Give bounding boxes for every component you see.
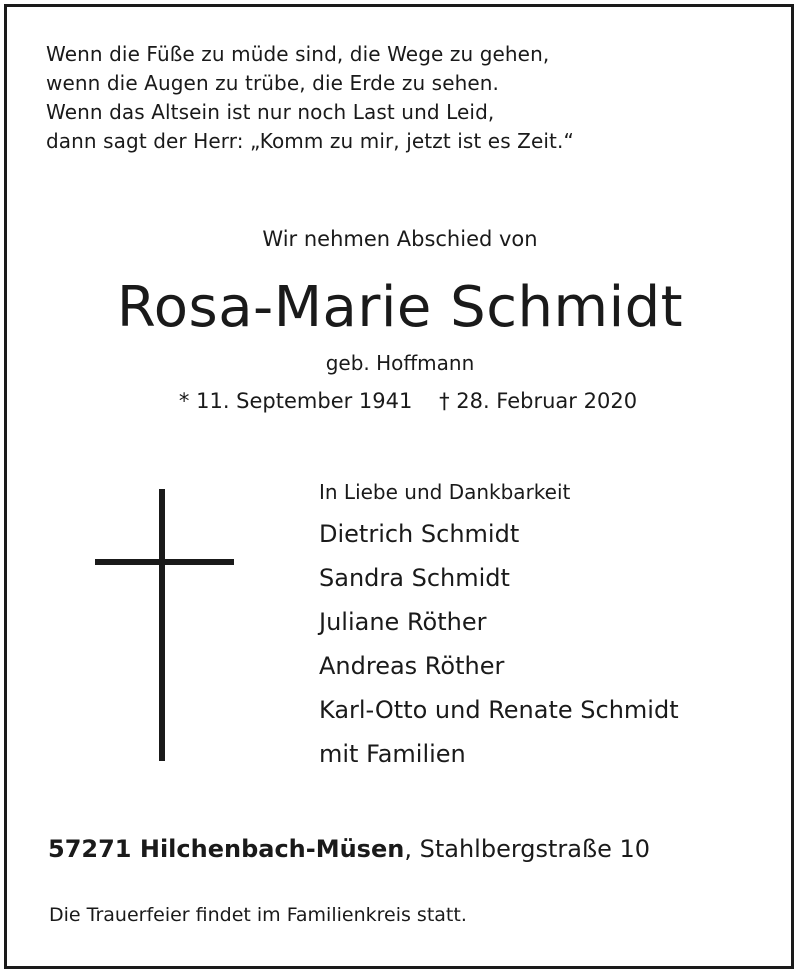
address-separator: ,: [404, 835, 420, 863]
deceased-name: Rosa-Marie Schmidt: [116, 275, 684, 340]
mourner-name: Dietrich Schmidt: [319, 520, 520, 548]
mourners-list: [319, 478, 679, 776]
farewell-intro: Wir nehmen Abschied von: [262, 227, 538, 251]
poem-line: Wenn die Füße zu müde sind, die Wege zu gehen,: [46, 42, 550, 66]
birth-name: geb. Hoffmann: [325, 351, 475, 375]
funeral-note: Die Trauerfeier findet im Familienkreis statt.: [49, 904, 467, 926]
life-dates: * 11. September 1941 † 28. Februar 2020: [178, 389, 638, 413]
mourner-name: Sandra Schmidt: [319, 564, 510, 592]
mourner-name: Andreas Röther: [319, 652, 505, 680]
poem: [46, 40, 574, 156]
address-city: 57271 Hilchenbach-Müsen: [48, 835, 405, 863]
address: [48, 835, 650, 863]
cross-vertical-bar: [159, 489, 165, 761]
mourner-name: Karl-Otto und Renate Schmidt: [319, 696, 679, 724]
poem-line: Wenn das Altsein ist nur noch Last und Leid,: [46, 100, 495, 124]
cross-horizontal-bar: [95, 559, 234, 565]
mourner-name: mit Familien: [319, 740, 466, 768]
mourner-name: Juliane Röther: [319, 608, 487, 636]
poem-line: wenn die Augen zu trübe, die Erde zu sehen.: [46, 71, 500, 95]
address-street: Stahlbergstraße 10: [419, 835, 651, 863]
mourners-intro: In Liebe und Dankbarkeit: [319, 480, 571, 504]
poem-line: dann sagt der Herr: „Komm zu mir, jetzt ist es Zeit.“: [46, 129, 574, 153]
